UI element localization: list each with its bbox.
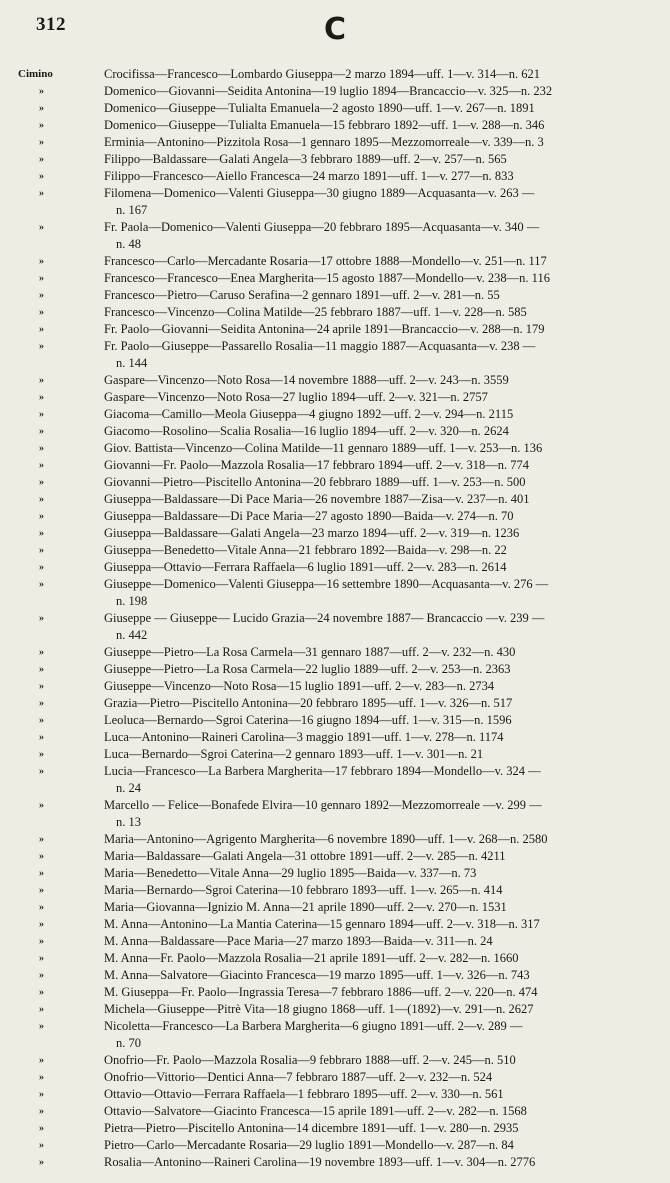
- ditto-mark: »: [39, 579, 44, 590]
- entry-text: Crocifissa—Francesco—Lombardo Giuseppa—2 marzo 1894—uff. 1—v. 314—n. 621: [104, 67, 541, 81]
- ditto-mark: »: [39, 698, 44, 709]
- entry-text: Marcello — Felice—Bonafede Elvira—10 gennaro 1892—Mezzomorreale —v. 299 —: [104, 798, 542, 812]
- register-entry: [0, 389, 670, 406]
- entry-text: Gaspare—Vincenzo—Noto Rosa—27 luglio 1894—uff. 2—v. 321—n. 2757: [104, 390, 488, 404]
- entry-text: Giuseppe—Vincenzo—Noto Rosa—15 luglio 1891—uff. 2—v. 283—n. 2734: [104, 679, 495, 693]
- ditto-mark: »: [39, 154, 44, 165]
- entry-text: Ottavio—Ottavio—Ferrara Raffaela—1 febbraro 1895—uff. 2—v. 330—n. 561: [104, 1087, 504, 1101]
- register-entry: [0, 882, 670, 899]
- ditto-mark: »: [39, 800, 44, 811]
- entry-text: Giacoma—Camillo—Meola Giuseppa—4 giugno 1892—uff. 2—v. 294—n. 2115: [104, 407, 514, 421]
- entry-text: Francesco—Pietro—Caruso Serafina—2 gennaro 1891—uff. 2—v. 281—n. 55: [104, 288, 500, 302]
- register-entry: [0, 287, 670, 304]
- register-entry: [0, 746, 670, 763]
- register-entry: [0, 576, 670, 610]
- register-entry: [0, 321, 670, 338]
- entry-text: M. Anna—Salvatore—Giacinto Francesca—19 marzo 1895—uff. 1—v. 326—n. 743: [104, 968, 530, 982]
- surname-label: Cimino: [18, 68, 53, 80]
- register-entry: [0, 831, 670, 848]
- ditto-mark: »: [39, 171, 44, 182]
- register-entry: [0, 525, 670, 542]
- register-entry: [0, 984, 670, 1001]
- register-entry: [0, 542, 670, 559]
- ditto-mark: »: [39, 477, 44, 488]
- entry-text: Giuseppa—Benedetto—Vitale Anna—21 febbraro 1892—Baida—v. 298—n. 22: [104, 543, 507, 557]
- register-entry: [0, 338, 670, 372]
- entry-text: Domenico—Giuseppe—Tulialta Emanuela—15 febbraro 1892—uff. 1—v. 288—n. 346: [104, 118, 545, 132]
- entry-text: Erminia—Antonino—Pizzitola Rosa—1 gennaro 1895—Mezzomorreale—v. 339—n. 3: [104, 135, 544, 149]
- register-entry: [0, 185, 670, 219]
- entry-continuation: n. 442: [116, 628, 148, 642]
- register-entry: [0, 933, 670, 950]
- ditto-mark: »: [39, 970, 44, 981]
- entry-text: Giovanni—Pietro—Piscitello Antonina—20 febbraro 1889—uff. 1—v. 253—n. 500: [104, 475, 526, 489]
- register-entry: [0, 712, 670, 729]
- entry-text: Luca—Antonino—Raineri Carolina—3 maggio 1891—uff. 1—v. 278—n. 1174: [104, 730, 504, 744]
- register-entry: [0, 270, 670, 287]
- register-entry: [0, 1154, 670, 1171]
- register-entry: [0, 1069, 670, 1086]
- entry-text: Giuseppa—Baldassare—Di Pace Maria—27 agosto 1890—Baida—v. 274—n. 70: [104, 509, 514, 523]
- register-entry: [0, 1018, 670, 1052]
- ditto-mark: »: [39, 409, 44, 420]
- ditto-mark: »: [39, 1089, 44, 1100]
- ditto-mark: »: [39, 1123, 44, 1134]
- entry-continuation: n. 13: [116, 815, 141, 829]
- entry-text: Gaspare—Vincenzo—Noto Rosa—14 novembre 1888—uff. 2—v. 243—n. 3559: [104, 373, 509, 387]
- entry-text: Filomena—Domenico—Valenti Giuseppa—30 giugno 1889—Acquasanta—v. 263 —: [104, 186, 535, 200]
- ditto-mark: »: [39, 664, 44, 675]
- entry-continuation: n. 24: [116, 781, 141, 795]
- ditto-mark: »: [39, 290, 44, 301]
- entry-text: Giuseppe—Pietro—La Rosa Carmela—31 gennaro 1887—uff. 2—v. 232—n. 430: [104, 645, 516, 659]
- ditto-mark: »: [39, 562, 44, 573]
- ditto-mark: »: [39, 1157, 44, 1168]
- ditto-mark: »: [39, 273, 44, 284]
- ditto-mark: »: [39, 987, 44, 998]
- entry-text: Fr. Paolo—Giuseppe—Passarello Rosalia—11 maggio 1887—Acquasanta—v. 238 —: [104, 339, 536, 353]
- entry-text: Pietra—Pietro—Piscitello Antonina—14 dicembre 1891—uff. 1—v. 280—n. 2935: [104, 1121, 519, 1135]
- ditto-mark: »: [39, 528, 44, 539]
- register-entry: [0, 406, 670, 423]
- ditto-mark: »: [39, 120, 44, 131]
- register-entry: [0, 474, 670, 491]
- ditto-mark: »: [39, 868, 44, 879]
- entry-text: Onofrio—Vittorio—Dentici Anna—7 febbraro 1887—uff. 2—v. 232—n. 524: [104, 1070, 493, 1084]
- register-entry: [0, 219, 670, 253]
- register-entry: [0, 1052, 670, 1069]
- entry-continuation: n. 144: [116, 356, 148, 370]
- register-entry: [0, 661, 670, 678]
- entry-text: Giuseppa—Ottavio—Ferrara Raffaela—6 luglio 1891—uff. 2—v. 283—n. 2614: [104, 560, 507, 574]
- entry-text: Domenico—Giuseppe—Tulialta Emanuela—2 agosto 1890—uff. 1—v. 267—n. 1891: [104, 101, 535, 115]
- ditto-mark: »: [39, 647, 44, 658]
- entry-text: M. Anna—Baldassare—Pace Maria—27 marzo 1893—Baida—v. 311—n. 24: [104, 934, 493, 948]
- ditto-mark: »: [39, 443, 44, 454]
- register-entry: [0, 1120, 670, 1137]
- ditto-mark: »: [39, 324, 44, 335]
- register-entry: [0, 950, 670, 967]
- register-entry: [0, 1137, 670, 1154]
- register-entry: [0, 491, 670, 508]
- entry-continuation: n. 167: [116, 203, 148, 217]
- entry-text: Filippo—Baldassare—Galati Angela—3 febbraro 1889—uff. 2—v. 257—n. 565: [104, 152, 507, 166]
- register-entry: [0, 168, 670, 185]
- entry-text: Maria—Benedetto—Vitale Anna—29 luglio 1895—Baida—v. 337—n. 73: [104, 866, 477, 880]
- ditto-mark: »: [39, 885, 44, 896]
- register-entry: [0, 916, 670, 933]
- register-entry: [0, 848, 670, 865]
- ditto-mark: »: [39, 392, 44, 403]
- ditto-mark: »: [39, 613, 44, 624]
- register-entry: [0, 100, 670, 117]
- entry-text: Giuseppe — Giuseppe— Lucido Grazia—24 novembre 1887— Brancaccio —v. 239 —: [104, 611, 545, 625]
- register-entry: [0, 117, 670, 134]
- ditto-mark: »: [39, 375, 44, 386]
- register-entry: [0, 797, 670, 831]
- ditto-mark: »: [39, 1021, 44, 1032]
- entry-continuation: n. 70: [116, 1036, 141, 1050]
- ditto-mark: »: [39, 1072, 44, 1083]
- ditto-mark: »: [39, 715, 44, 726]
- register-entry: [0, 440, 670, 457]
- ditto-mark: »: [39, 103, 44, 114]
- register-entry: [0, 644, 670, 661]
- entry-text: M. Anna—Fr. Paolo—Mazzola Rosalia—21 aprile 1891—uff. 2—v. 282—n. 1660: [104, 951, 519, 965]
- ditto-mark: »: [39, 545, 44, 556]
- entry-continuation: n. 198: [116, 594, 148, 608]
- ditto-mark: »: [39, 494, 44, 505]
- register-entry: [0, 253, 670, 270]
- register-entry: [0, 729, 670, 746]
- register-entry: [0, 66, 670, 83]
- ditto-mark: »: [39, 766, 44, 777]
- register-entry: [0, 83, 670, 100]
- register-entry: [0, 610, 670, 644]
- register-entry: [0, 763, 670, 797]
- entry-text: Michela—Giuseppe—Pitrè Vita—18 giugno 1868—uff. 1—(1892)—v. 291—n. 2627: [104, 1002, 534, 1016]
- register-entry: [0, 967, 670, 984]
- entry-text: Fr. Paolo—Giovanni—Seidita Antonina—24 aprile 1891—Brancaccio—v. 288—n. 179: [104, 322, 545, 336]
- ditto-mark: »: [39, 953, 44, 964]
- register-entries: [0, 66, 670, 1171]
- ditto-mark: »: [39, 1106, 44, 1117]
- ditto-mark: »: [39, 460, 44, 471]
- register-entry: [0, 151, 670, 168]
- ditto-mark: »: [39, 1140, 44, 1151]
- ditto-mark: »: [39, 1055, 44, 1066]
- register-entry: [0, 134, 670, 151]
- register-entry: [0, 423, 670, 440]
- entry-text: Luca—Bernardo—Sgroi Caterina—2 gennaro 1893—uff. 1—v. 301—n. 21: [104, 747, 484, 761]
- ditto-mark: »: [39, 307, 44, 318]
- ditto-mark: »: [39, 188, 44, 199]
- ditto-mark: »: [39, 1004, 44, 1015]
- page-number: 312: [36, 14, 66, 35]
- entry-text: Giacomo—Rosolino—Scalia Rosalia—16 luglio 1894—uff. 2—v. 320—n. 2624: [104, 424, 509, 438]
- ditto-mark: »: [39, 749, 44, 760]
- register-entry: [0, 1001, 670, 1018]
- entry-continuation: n. 48: [116, 237, 141, 251]
- ditto-mark: »: [39, 256, 44, 267]
- ditto-mark: »: [39, 137, 44, 148]
- ditto-mark: »: [39, 681, 44, 692]
- entry-text: Francesco—Francesco—Enea Margherita—15 agosto 1887—Mondello—v. 238—n. 116: [104, 271, 550, 285]
- entry-text: Maria—Baldassare—Galati Angela—31 ottobre 1891—uff. 2—v. 285—n. 4211: [104, 849, 506, 863]
- register-entry: [0, 559, 670, 576]
- register-entry: [0, 899, 670, 916]
- entry-text: Pietro—Carlo—Mercadante Rosaria—29 luglio 1891—Mondello—v. 287—n. 84: [104, 1138, 514, 1152]
- entry-text: Giov. Battista—Vincenzo—Colina Matilde—11 gennaro 1889—uff. 1—v. 253—n. 136: [104, 441, 543, 455]
- register-entry: [0, 372, 670, 389]
- register-entry: [0, 304, 670, 321]
- entry-text: Maria—Bernardo—Sgroi Caterina—10 febbraro 1893—uff. 1—v. 265—n. 414: [104, 883, 503, 897]
- ditto-mark: »: [39, 222, 44, 233]
- register-entry: [0, 1103, 670, 1120]
- ditto-mark: »: [39, 936, 44, 947]
- register-entry: [0, 457, 670, 474]
- entry-text: Domenico—Giovanni—Seidita Antonina—19 luglio 1894—Brancaccio—v. 325—n. 232: [104, 84, 553, 98]
- register-entry: [0, 1086, 670, 1103]
- entry-text: Ottavio—Salvatore—Giacinto Francesca—15 aprile 1891—uff. 2—v. 282—n. 1568: [104, 1104, 527, 1118]
- register-entry: [0, 508, 670, 525]
- ditto-mark: »: [39, 86, 44, 97]
- ditto-mark: »: [39, 732, 44, 743]
- entry-text: Giovanni—Fr. Paolo—Mazzola Rosalia—17 febbraro 1894—uff. 2—v. 318—n. 774: [104, 458, 529, 472]
- entry-text: Maria—Antonino—Agrigento Margherita—6 novembre 1890—uff. 1—v. 268—n. 2580: [104, 832, 548, 846]
- entry-text: Fr. Paola—Domenico—Valenti Giuseppa—20 febbraro 1895—Acquasanta—v. 340 —: [104, 220, 540, 234]
- register-entry: [0, 695, 670, 712]
- entry-text: Maria—Giovanna—Ignizio M. Anna—21 aprile 1890—uff. 2—v. 270—n. 1531: [104, 900, 507, 914]
- entry-text: Leoluca—Bernardo—Sgroi Caterina—16 giugno 1894—uff. 1—v. 315—n. 1596: [104, 713, 512, 727]
- entry-text: Grazia—Pietro—Piscitello Antonina—20 febbraro 1895—uff. 1—v. 326—n. 517: [104, 696, 513, 710]
- ditto-mark: »: [39, 834, 44, 845]
- ditto-mark: »: [39, 341, 44, 352]
- entry-text: Filippo—Francesco—Aiello Francesca—24 marzo 1891—uff. 1—v. 277—n. 833: [104, 169, 514, 183]
- entry-text: Giuseppe—Pietro—La Rosa Carmela—22 luglio 1889—uff. 2—v. 253—n. 2363: [104, 662, 511, 676]
- ditto-mark: »: [39, 919, 44, 930]
- entry-text: Giuseppa—Baldassare—Galati Angela—23 marzo 1894—uff. 2—v. 319—n. 1236: [104, 526, 520, 540]
- entry-text: Rosalia—Antonino—Raineri Carolina—19 novembre 1893—uff. 1—v. 304—n. 2776: [104, 1155, 536, 1169]
- entry-text: Nicoletta—Francesco—La Barbera Margherita—6 giugno 1891—uff. 2—v. 289 —: [104, 1019, 523, 1033]
- entry-text: Francesco—Carlo—Mercadante Rosaria—17 ottobre 1888—Mondello—v. 251—n. 117: [104, 254, 547, 268]
- ditto-mark: »: [39, 851, 44, 862]
- section-letter: C: [323, 12, 347, 47]
- entry-text: M. Giuseppa—Fr. Paolo—Ingrassia Teresa—7 febbraro 1886—uff. 2—v. 220—n. 474: [104, 985, 538, 999]
- ditto-mark: »: [39, 426, 44, 437]
- register-entry: [0, 865, 670, 882]
- entry-text: Onofrio—Fr. Paolo—Mazzola Rosalia—9 febbraro 1888—uff. 2—v. 245—n. 510: [104, 1053, 516, 1067]
- entry-text: Giuseppe—Domenico—Valenti Giuseppa—16 settembre 1890—Acquasanta—v. 276 —: [104, 577, 549, 591]
- entry-text: M. Anna—Antonino—La Mantia Caterina—15 gennaro 1894—uff. 2—v. 318—n. 317: [104, 917, 540, 931]
- entry-text: Lucia—Francesco—La Barbera Margherita—17 febbraro 1894—Mondello—v. 324 —: [104, 764, 541, 778]
- ditto-mark: »: [39, 511, 44, 522]
- ditto-mark: »: [39, 902, 44, 913]
- register-entry: [0, 678, 670, 695]
- entry-text: Francesco—Vincenzo—Colina Matilde—25 febbraro 1887—uff. 1—v. 228—n. 585: [104, 305, 527, 319]
- entry-text: Giuseppa—Baldassare—Di Pace Maria—26 novembre 1887—Zisa—v. 237—n. 401: [104, 492, 530, 506]
